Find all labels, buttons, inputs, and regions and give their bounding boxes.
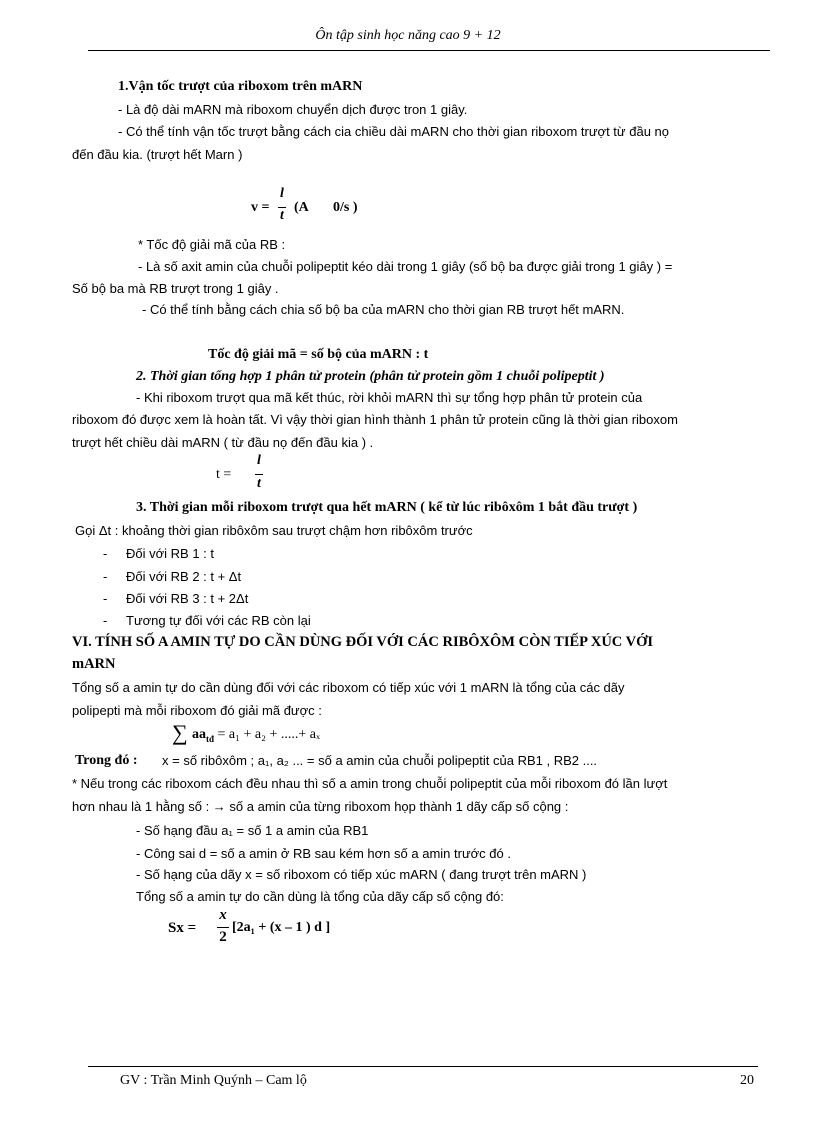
formula-sx-fraction-bar bbox=[217, 927, 229, 928]
formula-v-unit: 0/s ) bbox=[333, 200, 358, 215]
sum-symbol: ∑ bbox=[172, 720, 188, 745]
s3-item-2-dash: - bbox=[103, 569, 108, 584]
formula-t-fraction-bar bbox=[255, 474, 263, 475]
formula-sx-numerator: x bbox=[219, 907, 227, 923]
s3-item-2: Đối với RB 2 : t + Δt bbox=[126, 569, 242, 584]
formula-sx-rhs: [2a₁ + (x – 1 ) d ] bbox=[232, 920, 331, 935]
sum-expression bbox=[192, 727, 320, 744]
formula-v-lhs: v = bbox=[251, 200, 270, 215]
s2-line-2: riboxom đó được xem là hoàn tất. Vì vậy thời gian hình thành 1 phân tử protein cũng là thời gian riboxom bbox=[72, 412, 678, 427]
s3-item-4-dash: - bbox=[103, 613, 108, 628]
formula-sx-denominator: 2 bbox=[219, 929, 227, 945]
s3-item-3: Đối với RB 3 : t + 2Δt bbox=[126, 591, 249, 606]
footer-page-number: 20 bbox=[740, 1073, 754, 1088]
s6-bullet-3: - Số hạng của dãy x = số riboxom có tiếp xúc mARN ( đang trượt trên mARN ) bbox=[136, 867, 587, 882]
section-1-heading: 1.Vận tốc trượt của riboxom trên mARN bbox=[118, 79, 363, 94]
s6-line-4: hơn nhau là 1 hằng số : → số a amin của từng riboxom họp thành 1 dãy cấp số cộng : bbox=[72, 799, 569, 814]
s1b-line-2: Số bộ ba mà RB trượt trong 1 giây . bbox=[72, 281, 279, 296]
s1b-title: * Tốc độ giải mã của RB : bbox=[138, 237, 286, 252]
section-6-heading-line-1: VI. TÍNH SỐ A AMIN TỰ DO CẦN DÙNG ĐỐI VỚI CÁC RIBÔXÔM CÒN TIẾP XÚC VỚI bbox=[72, 634, 654, 650]
formula-t-denominator: t bbox=[257, 476, 261, 491]
section-6-heading-line-2: mARN bbox=[72, 656, 116, 672]
page-header-title: Ôn tập sinh học năng cao 9 + 12 bbox=[315, 28, 501, 43]
s2-line-1: - Khi riboxom trượt qua mã kết thúc, rời khỏi mARN thì sự tổng hợp phân tử protein của bbox=[136, 390, 643, 405]
formula-v-denominator: t bbox=[280, 208, 284, 223]
s6-line-2: polipepti mà mỗi riboxom đó giải mã được : bbox=[72, 703, 322, 718]
s6-line-1: Tổng số a amin tự do cần dùng đối với các riboxom có tiếp xúc với 1 mARN là tổng của các dãy bbox=[72, 680, 625, 695]
s6-bullet-4: Tổng số a amin tự do cần dùng là tổng của dãy cấp số cộng đó: bbox=[136, 889, 504, 904]
section-3-heading: 3. Thời gian mỗi riboxom trượt qua hết mARN ( kể từ lúc ribôxôm 1 bắt đầu trượt ) bbox=[136, 500, 638, 515]
footer-rule bbox=[88, 1066, 758, 1067]
s2-line-3: trượt hết chiều dài mARN ( từ đầu nọ đến đầu kia ) . bbox=[72, 435, 374, 450]
formula-v-numerator: l bbox=[280, 186, 284, 201]
section-2-heading: 2. Thời gian tổng hợp 1 phân tử protein (phân tử protein gồm 1 chuỗi polipeptit ) bbox=[136, 369, 605, 384]
s1-line-2: - Có thể tính vận tốc trượt bằng cách cia chiều dài mARN cho thời gian riboxom trượt từ đầu nọ bbox=[118, 124, 669, 139]
where-text: x = số ribôxôm ; a₁, a₂ ... = số a amin của chuỗi polipeptit của RB1 , RB2 .... bbox=[162, 753, 598, 768]
where-label: Trong đó : bbox=[75, 753, 138, 768]
s1b-line-3: - Có thể tính bằng cách chia số bộ ba của mARN cho thời gian RB trượt hết mARN. bbox=[142, 302, 625, 317]
s1b-line-1: - Là số axit amin của chuỗi polipeptit kéo dài trong 1 giây (số bộ ba được giải trong 1 giây ) = bbox=[138, 259, 673, 274]
s1-line-1: - Là độ dài mARN mà riboxom chuyển dịch được tron 1 giây. bbox=[118, 102, 468, 117]
sum-expression-sub: tđ bbox=[206, 733, 215, 744]
header-rule bbox=[88, 50, 770, 51]
formula-v-rhs: (A bbox=[294, 200, 309, 215]
sum-expression-base: aa bbox=[192, 727, 206, 742]
s6-bullet-2: - Công sai d = số a amin ở RB sau kém hơn số a amin trước đó . bbox=[136, 846, 511, 861]
s3-intro: Gọi Δt : khoảng thời gian ribôxôm sau trượt chậm hơn ribôxôm trước bbox=[75, 523, 473, 538]
formula-t-lhs: t = bbox=[216, 467, 232, 482]
s3-item-3-dash: - bbox=[103, 591, 108, 606]
formula-t-numerator: l bbox=[257, 453, 261, 468]
s6-bullet-1: - Số hạng đầu a₁ = số 1 a amin của RB1 bbox=[136, 823, 369, 838]
s1b-formula: Tốc độ giải mã = số bộ của mARN : t bbox=[208, 347, 429, 362]
s1-line-3: đến đầu kia. (trượt hết Marn ) bbox=[72, 147, 243, 162]
formula-sx-lhs: Sx = bbox=[168, 920, 197, 936]
s3-item-1: Đối với RB 1 : t bbox=[126, 546, 214, 561]
s6-line-3: * Nếu trong các riboxom cách đều nhau thì số a amin trong chuỗi polipeptit của mỗi riboxom đó lần lượt bbox=[72, 776, 668, 791]
sum-expression-rhs: = a₁ + a₂ + .....+ aₓ bbox=[217, 727, 321, 742]
footer-author: GV : Trần Minh Quýnh – Cam lộ bbox=[120, 1073, 307, 1088]
s3-item-4: Tương tự đối với các RB còn lại bbox=[126, 613, 311, 628]
s3-item-1-dash: - bbox=[103, 546, 108, 561]
